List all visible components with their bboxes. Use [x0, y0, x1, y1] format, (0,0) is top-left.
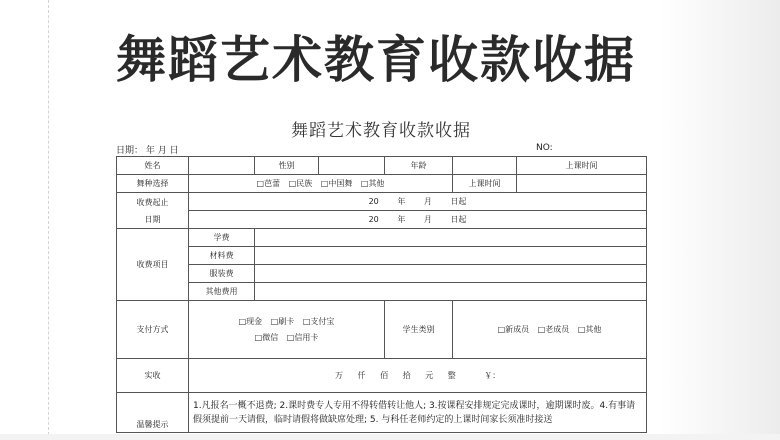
period-start-month-unit: 月	[423, 197, 432, 206]
checkbox-ballet[interactable]: □ 芭蕾	[257, 179, 281, 188]
checkbox-alipay[interactable]: □ 支付宝	[303, 317, 335, 326]
checkbox-chinese-dance[interactable]: □ 中国舞	[321, 179, 353, 188]
left-divider	[48, 0, 49, 440]
checkbox-cash[interactable]: □ 现金	[239, 317, 263, 326]
period-label-line1: 收费起止	[136, 197, 169, 207]
row-fee-materials	[117, 247, 647, 265]
name-value-cell[interactable]	[189, 157, 255, 175]
age-value-cell[interactable]	[453, 157, 517, 175]
receipt-number-label: NO:	[536, 143, 553, 153]
period-start-cell[interactable]	[189, 193, 647, 211]
class-time-value-cell[interactable]	[517, 175, 647, 193]
amount-received-cell[interactable]	[189, 359, 647, 393]
student-type-options	[453, 301, 647, 359]
gender-label: 性别	[255, 157, 319, 175]
fee-other-label: 其他费用	[189, 283, 255, 301]
period-label	[117, 193, 189, 229]
fee-materials-label: 材料费	[189, 247, 255, 265]
period-start-day-unit: 日起	[450, 197, 467, 206]
fee-tuition-value[interactable]	[255, 229, 647, 247]
period-start-year: 20	[368, 197, 379, 206]
row-amount	[117, 359, 647, 393]
period-start-year-unit: 年	[397, 197, 406, 206]
checkbox-other-dance[interactable]: □ 其他	[361, 179, 385, 188]
notes-label: 温馨提示	[117, 393, 189, 433]
receipt-form-table	[116, 156, 647, 433]
unit-qian: 仟	[357, 371, 366, 380]
name-label: 姓名	[117, 157, 189, 175]
row-fee-other	[117, 283, 647, 301]
fee-costume-label: 服装费	[189, 265, 255, 283]
row-dance-type	[117, 175, 647, 193]
checkbox-other-member[interactable]: □ 其他	[578, 325, 602, 334]
payment-methods-line2	[191, 330, 382, 346]
row-fee-costume	[117, 265, 647, 283]
unit-wan: 万	[335, 371, 343, 380]
period-label-line2: 日期	[144, 214, 161, 224]
payment-method-label: 支付方式	[117, 301, 189, 359]
fee-other-value[interactable]	[255, 283, 647, 301]
checkbox-card[interactable]: □ 刷卡	[271, 317, 295, 326]
period-end-year-unit: 年	[397, 215, 406, 224]
unit-yuan: 元	[425, 371, 434, 380]
checkbox-old-member[interactable]: □ 老成员	[538, 325, 570, 334]
period-end-month-unit: 月	[423, 215, 432, 224]
fee-materials-value[interactable]	[255, 247, 647, 265]
checkbox-folk[interactable]: □ 民族	[289, 179, 313, 188]
unit-zheng: 整	[447, 371, 456, 380]
currency-sign: ￥：	[484, 371, 501, 380]
class-time-label-2: 上课时间	[453, 175, 517, 193]
dance-type-label: 舞种选择	[117, 175, 189, 193]
page-headline: 舞蹈艺术教育收款收据	[116, 31, 636, 89]
gender-value-cell[interactable]	[319, 157, 385, 175]
row-notes	[117, 393, 647, 433]
payment-methods-line1	[191, 314, 382, 330]
payment-method-options	[189, 301, 385, 359]
checkbox-new-member[interactable]: □ 新成员	[498, 325, 530, 334]
period-end-day-unit: 日起	[450, 215, 467, 224]
student-type-label: 学生类别	[385, 301, 453, 359]
unit-shi: 拾	[402, 371, 411, 380]
row-payment	[117, 301, 647, 359]
row-period-2	[117, 211, 647, 229]
row-name	[117, 157, 647, 175]
age-label: 年龄	[385, 157, 453, 175]
unit-bai: 佰	[380, 371, 389, 380]
fee-items-label: 收费项目	[117, 229, 189, 301]
period-end-year: 20	[368, 215, 379, 224]
form-meta-line	[116, 143, 646, 157]
checkbox-credit-card[interactable]: □ 信用卡	[287, 333, 319, 342]
page-bottom-edge	[0, 434, 780, 440]
checkbox-wechat[interactable]: □ 微信	[255, 333, 279, 342]
dance-type-options	[189, 175, 453, 193]
row-fee-tuition	[117, 229, 647, 247]
amount-received-label: 实收	[117, 359, 189, 393]
fee-tuition-label: 学费	[189, 229, 255, 247]
notes-text: 1.凡报名一概不退费; 2.课时费专人专用不得转借转让他人; 3.按课程安排规定完成课时，逾期课时废。4.有事请假须提前一天请假，临时请假将做缺席处理; 5. 与科任老师约定的上课时间家长须准时接送	[189, 393, 647, 433]
row-period-1	[117, 193, 647, 211]
form-title: 舞蹈艺术教育收款收据	[291, 121, 471, 141]
right-shadow	[660, 0, 780, 440]
fee-costume-value[interactable]	[255, 265, 647, 283]
date-label: 日期： 年 月 日	[116, 146, 179, 156]
period-end-cell[interactable]	[189, 211, 647, 229]
class-time-label: 上课时间	[517, 157, 647, 175]
